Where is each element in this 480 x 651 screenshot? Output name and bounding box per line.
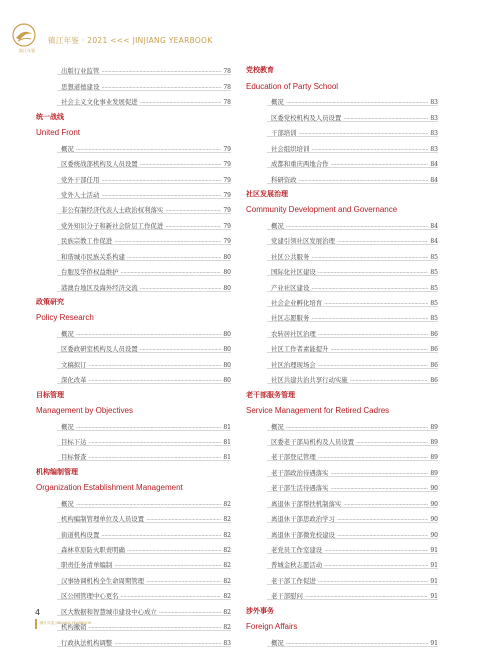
section-heading-zh: 老干部服务管理 [246, 390, 295, 399]
toc-leader-dots [114, 561, 221, 568]
toc-entry-page: 80 [223, 346, 231, 354]
toc-entry-title: 概况 [61, 422, 74, 431]
toc-entry[interactable] [245, 292, 438, 307]
toc-entry-title: 科研资政 [271, 175, 297, 184]
toc-entry[interactable] [35, 353, 231, 368]
toc-leader-dots [331, 484, 429, 491]
toc-entry[interactable] [35, 322, 231, 337]
toc-entry-title: 行政执法机构调整 [61, 638, 113, 647]
toc-entry[interactable] [35, 585, 231, 600]
toc-entry-title: 干部培训 [271, 129, 297, 138]
toc-entry[interactable] [35, 569, 231, 584]
toc-leader-dots [343, 500, 428, 507]
toc-entry-title: 非公有制经济代表人士政治权利落实 [61, 206, 164, 215]
toc-leader-dots [318, 330, 429, 337]
toc-leader-dots [76, 423, 222, 430]
toc-entry[interactable] [35, 91, 231, 106]
toc-entry-title: 社区治理现场会 [271, 360, 316, 369]
header-title: 镇江年鉴 · 2021 <<< JINJIANG YEARBOOK [48, 36, 213, 45]
toc-leader-dots [324, 299, 428, 306]
toc-entry-title: 老党员工作室建设 [271, 546, 323, 554]
toc-entry[interactable] [245, 647, 438, 651]
toc-entry[interactable] [245, 214, 438, 229]
toc-leader-dots [165, 206, 221, 213]
toc-entry-page: 79 [223, 207, 231, 215]
toc-entry-title: 民族宗教工作促进 [61, 237, 113, 246]
toc-entry-page: 82 [223, 608, 231, 616]
toc-entry-page: 91 [430, 577, 438, 585]
toc-leader-dots [101, 176, 221, 183]
toc-entry[interactable] [245, 91, 438, 106]
toc-entry-title: 台胞及华侨权益维护 [61, 268, 119, 277]
toc-entry[interactable] [245, 554, 438, 569]
toc-entry-title: 党外知识分子和新社会阶层工作促进 [61, 221, 164, 230]
toc-entry[interactable] [245, 230, 438, 245]
toc-entry[interactable] [245, 168, 438, 183]
toc-entry-page: 80 [223, 377, 231, 385]
toc-entry-page: 79 [223, 145, 231, 153]
toc-leader-dots [140, 284, 222, 291]
toc-entry-page: 80 [223, 253, 231, 261]
toc-entry-title: 社区工作者素能提升 [271, 345, 329, 354]
toc-entry-page: 86 [430, 377, 438, 385]
toc-entry-page: 82 [223, 562, 231, 570]
toc-entry[interactable] [35, 369, 231, 384]
toc-leader-dots [121, 592, 222, 599]
toc-entry[interactable] [35, 338, 231, 353]
toc-entry[interactable] [35, 153, 231, 168]
toc-entry-page: 85 [430, 269, 438, 277]
toc-entry-title: 和谐城市民族关系构建 [61, 252, 125, 261]
toc-leader-dots [146, 577, 221, 584]
toc-entry-page: 91 [430, 562, 438, 570]
toc-leader-dots [337, 531, 428, 538]
toc-entry-title: 区委统战部机构及人员设置 [61, 160, 138, 169]
toc-entry[interactable] [35, 60, 231, 75]
toc-entry[interactable] [245, 585, 438, 600]
toc-entry-title: 社会主义文化事业发展促进 [61, 98, 138, 107]
toc-entry-page: 78 [223, 83, 231, 91]
page-header [10, 22, 470, 52]
toc-entry-page: 83 [430, 130, 438, 138]
toc-leader-dots [318, 268, 429, 275]
toc-entry[interactable] [35, 415, 231, 430]
toc-entry[interactable] [245, 539, 438, 554]
toc-entry-page: 84 [430, 176, 438, 184]
toc-entry[interactable] [245, 261, 438, 276]
toc-entry-page: 78 [223, 68, 231, 76]
yearbook-logo-icon [10, 22, 38, 50]
toc-leader-dots [140, 345, 222, 352]
toc-entry[interactable] [245, 322, 438, 337]
toc-entry-page: 80 [223, 361, 231, 369]
toc-leader-dots [318, 577, 429, 584]
toc-entry-title: 目标督查 [61, 453, 87, 462]
toc-entry[interactable] [35, 276, 231, 291]
toc-entry-page: 82 [223, 531, 231, 539]
toc-entry-title: 概况 [271, 221, 284, 230]
toc-entry-page: 82 [223, 593, 231, 601]
toc-leader-dots [324, 561, 428, 568]
toc-entry[interactable] [245, 569, 438, 584]
logo-caption: 镇江年鉴 [19, 48, 35, 53]
toc-entry-title: 概况 [61, 329, 74, 338]
toc-entry-page: 83 [430, 114, 438, 122]
section-heading-zh: 目标管理 [36, 390, 64, 399]
toc-entry-page: 90 [430, 500, 438, 508]
toc-entry-page: 80 [223, 269, 231, 277]
toc-entry-title: 概况 [271, 98, 284, 107]
toc-entry-title: 区委党校机构及人员设置 [271, 113, 342, 122]
toc-leader-dots [286, 639, 429, 646]
toc-entry-title: 出版行业监管 [61, 67, 100, 76]
toc-entry-page: 82 [223, 577, 231, 585]
toc-entry[interactable] [245, 353, 438, 368]
toc-entry-page: 86 [430, 361, 438, 369]
toc-entry-page: 81 [223, 454, 231, 462]
toc-leader-dots [331, 160, 429, 167]
page-footer [35, 608, 175, 625]
toc-entry-title: 老干部政治待遇落实 [271, 468, 329, 477]
section-heading-en: United Front [36, 128, 81, 138]
toc-entry-page: 84 [430, 238, 438, 246]
toc-leader-dots [121, 268, 222, 275]
section-heading-en: Foreign Affairs [246, 622, 298, 632]
section-heading-zh: 统一战线 [36, 112, 64, 121]
toc-entry-title: 思想道德建设 [61, 82, 100, 91]
toc-left-column [35, 60, 231, 651]
toc-leader-dots [286, 423, 429, 430]
toc-entry-title: 普城金秋志愿活动 [271, 561, 323, 570]
toc-entry-title: 港澳台地区及海外经济交流 [61, 283, 138, 292]
toc-entry-page: 82 [223, 547, 231, 554]
toc-entry[interactable] [245, 106, 438, 121]
toc-leader-dots [324, 546, 428, 553]
toc-entry-title: 老干部慰问 [271, 592, 303, 601]
toc-entry-page: 79 [223, 222, 231, 230]
toc-leader-dots [299, 129, 429, 136]
toc-leader-dots [76, 500, 222, 507]
page-number: 4 [35, 608, 41, 617]
toc-entry-title: 街道机构设置 [61, 530, 100, 539]
toc-entry-title: 党外人士活动 [61, 190, 100, 199]
toc-entry[interactable] [245, 153, 438, 168]
toc-entry[interactable] [245, 369, 438, 384]
toc-entry[interactable] [35, 508, 231, 523]
toc-entry-page: 82 [223, 500, 231, 508]
toc-entry[interactable] [245, 461, 438, 476]
toc-entry-title: 社区志愿服务 [271, 314, 310, 323]
section-heading-en: Policy Research [36, 313, 94, 323]
toc-entry-page: 80 [223, 284, 231, 292]
toc-entry[interactable] [245, 508, 438, 523]
toc-entry-page: 89 [430, 469, 438, 477]
footer-text: 镇江年鉴 JINJIANG YEARBOOK [40, 621, 92, 625]
toc-entry-page: 82 [223, 624, 231, 632]
section-heading-zh: 社区发展治理 [246, 189, 288, 198]
toc-entry[interactable] [245, 631, 438, 646]
toc-entry-title: 区公园管理中心更名 [61, 592, 119, 601]
toc-leader-dots [140, 98, 222, 105]
toc-entry[interactable] [245, 122, 438, 137]
toc-entry[interactable] [245, 446, 438, 461]
toc-leader-dots [305, 592, 428, 599]
toc-entry[interactable] [35, 199, 231, 214]
toc-entry[interactable] [245, 492, 438, 507]
toc-leader-dots [127, 546, 221, 553]
toc-entry-page: 90 [430, 485, 438, 493]
toc-entry-title: 社区公共服务 [271, 252, 310, 261]
toc-entry-title: 机构编制管理单位及人员设置 [61, 515, 145, 524]
toc-entry-page: 89 [430, 438, 438, 446]
toc-entry-page: 79 [223, 176, 231, 184]
toc-entry-page: 80 [223, 330, 231, 338]
toc-entry-page: 78 [223, 99, 231, 107]
toc-entry-title: 汉事协调机构全生命周期管理 [61, 576, 145, 585]
toc-leader-dots [286, 222, 429, 229]
toc-entry-page: 89 [430, 454, 438, 462]
toc-entry-title: 森林草原防火职责明确 [61, 546, 125, 554]
toc-entry-title: 社会组织培训 [271, 144, 310, 153]
toc-entry-title: 区委老干部局机构及人员设置 [271, 437, 355, 446]
toc-leader-dots [101, 531, 221, 538]
toc-leader-dots [114, 639, 221, 646]
toc-entry-title: 离退休干部微党校建设 [271, 530, 335, 539]
toc-leader-dots [140, 160, 222, 167]
toc-entry[interactable] [245, 245, 438, 260]
toc-leader-dots [286, 98, 429, 105]
toc-leader-dots [89, 376, 222, 383]
toc-entry-page: 84 [430, 161, 438, 169]
toc-leader-dots [311, 284, 428, 291]
toc-entry-page: 83 [430, 99, 438, 107]
toc-leader-dots [89, 361, 222, 368]
toc-leader-dots [89, 453, 222, 460]
section-heading-en: Organization Establishment Management [36, 483, 183, 493]
toc-leader-dots [299, 176, 429, 183]
toc-entry[interactable] [245, 477, 438, 492]
section-heading-zh: 党校教育 [246, 66, 274, 75]
toc-leader-dots [311, 253, 428, 260]
toc-entry-title: 社会企业孵化培育 [271, 299, 323, 307]
toc-entry[interactable] [35, 214, 231, 229]
toc-leader-dots [311, 145, 428, 152]
toc-entry-title: 党外干部任用 [61, 175, 100, 184]
toc-entry-title: 离退休干部帮扶机制落实 [271, 499, 342, 508]
toc-entry-page: 90 [430, 531, 438, 539]
toc-entry[interactable] [35, 245, 231, 260]
toc-entry[interactable] [35, 184, 231, 199]
toc-entry-page: 79 [223, 238, 231, 246]
toc-leader-dots [356, 438, 428, 445]
toc-entry-title: 目标下达 [61, 437, 87, 446]
footer-rule [35, 619, 37, 629]
toc-leader-dots [76, 145, 222, 152]
toc-entry-page: 90 [430, 516, 438, 524]
section-heading-zh: 机构编制管理 [36, 467, 78, 476]
toc-leader-dots [146, 515, 221, 522]
section-heading-en: Service Management for Retired Cadres [246, 406, 390, 416]
toc-entry[interactable] [35, 431, 231, 446]
toc-entry-title: 老干部工作促进 [271, 576, 316, 585]
toc-entry-page: 91 [430, 547, 438, 554]
toc-entry[interactable] [35, 631, 231, 646]
toc-entry[interactable] [35, 75, 231, 90]
toc-entry[interactable] [245, 431, 438, 446]
toc-entry[interactable] [245, 137, 438, 152]
toc-leader-dots [350, 376, 429, 383]
toc-leader-dots [165, 222, 221, 229]
section-heading-zh: 政策研究 [36, 298, 64, 306]
toc-leader-dots [343, 114, 428, 121]
toc-entry-title: 概况 [271, 638, 284, 647]
toc-entry[interactable] [245, 276, 438, 291]
toc-entry[interactable] [35, 492, 231, 507]
toc-leader-dots [311, 314, 428, 321]
toc-entry-page: 83 [430, 145, 438, 153]
toc-leader-dots [337, 237, 428, 244]
toc-entry-title: 区委政研室机构及人员设置 [61, 345, 138, 354]
toc-leader-dots [331, 345, 429, 352]
toc-leader-dots [101, 191, 221, 198]
toc-leader-dots [318, 361, 429, 368]
toc-entry-title: 国际化社区建设 [271, 268, 316, 277]
toc-leader-dots [337, 515, 428, 522]
toc-entry-title: 深化改革 [61, 376, 87, 385]
toc-entry-page: 85 [430, 284, 438, 292]
toc-leader-dots [76, 330, 222, 337]
toc-entry[interactable] [35, 647, 231, 651]
toc-leader-dots [101, 83, 221, 90]
toc-entry-page: 89 [430, 423, 438, 431]
toc-entry-page: 85 [430, 253, 438, 261]
toc-leader-dots [318, 453, 429, 460]
toc-entry-page: 84 [430, 222, 438, 230]
section-heading-zh: 涉外事务 [246, 606, 274, 615]
toc-entry-page: 79 [223, 191, 231, 199]
toc-entry[interactable] [35, 446, 231, 461]
toc-entry[interactable] [35, 539, 231, 554]
toc-entry[interactable] [35, 523, 231, 538]
toc-leader-dots [114, 237, 221, 244]
toc-entry-title: 离退休干部思政治学习 [271, 515, 335, 524]
toc-entry-title: 概况 [61, 499, 74, 508]
toc-entry-page: 81 [223, 438, 231, 446]
toc-entry-page: 86 [430, 330, 438, 338]
toc-entry-page: 86 [430, 346, 438, 354]
toc-entry-page: 85 [430, 300, 438, 307]
toc-entry-title: 概况 [61, 144, 74, 153]
section-heading-en: Education of Party School [246, 81, 339, 91]
toc-entry[interactable] [35, 137, 231, 152]
toc-entry-title: 机构撤销 [61, 623, 87, 632]
toc-entry-page: 79 [223, 161, 231, 169]
toc-entry-title: 职责任务清单编制 [61, 561, 113, 570]
section-heading-en: Community Development and Governance [246, 205, 398, 215]
toc-entry-page: 85 [430, 315, 438, 323]
toc-entry-title: 社区共建共治共享行动实施 [271, 376, 348, 385]
toc-entry[interactable] [35, 261, 231, 276]
toc-leader-dots [89, 623, 222, 630]
toc-entry-title: 党建引领社区发展治理 [271, 237, 335, 246]
toc-entry-page: 82 [223, 516, 231, 524]
toc-entry[interactable] [245, 307, 438, 322]
toc-entry[interactable] [245, 523, 438, 538]
toc-entry-page: 91 [430, 593, 438, 601]
toc-entry-title: 文稿拟订 [61, 360, 87, 369]
toc-entry-title: 成都和重庆两地合作 [271, 160, 329, 169]
toc-entry-title: 区大数据和智慧城市建设中心成立 [61, 607, 157, 616]
toc-right-column [245, 60, 438, 651]
toc-entry[interactable] [35, 554, 231, 569]
toc-leader-dots [89, 438, 222, 445]
toc-leader-dots [101, 67, 221, 74]
toc-entry-page: 83 [223, 639, 231, 647]
toc-entry-title: 老干部生活待遇落实 [271, 484, 329, 493]
section-heading-en: Management by Objectives [36, 406, 133, 416]
toc-entry-title: 老干部登记管理 [271, 453, 316, 462]
toc-entry-title: 产业社区建设 [271, 283, 310, 292]
toc-entry-title: 概况 [271, 422, 284, 431]
toc-entry[interactable] [35, 230, 231, 245]
toc-entry-page: 91 [430, 639, 438, 647]
toc-entry-page: 81 [223, 423, 231, 431]
toc-entry[interactable] [245, 415, 438, 430]
toc-entry-title: 农转居社区治理 [271, 329, 316, 338]
toc-leader-dots [127, 253, 221, 260]
toc-entry[interactable] [245, 338, 438, 353]
toc-entry[interactable] [35, 168, 231, 183]
toc-leader-dots [331, 469, 429, 476]
